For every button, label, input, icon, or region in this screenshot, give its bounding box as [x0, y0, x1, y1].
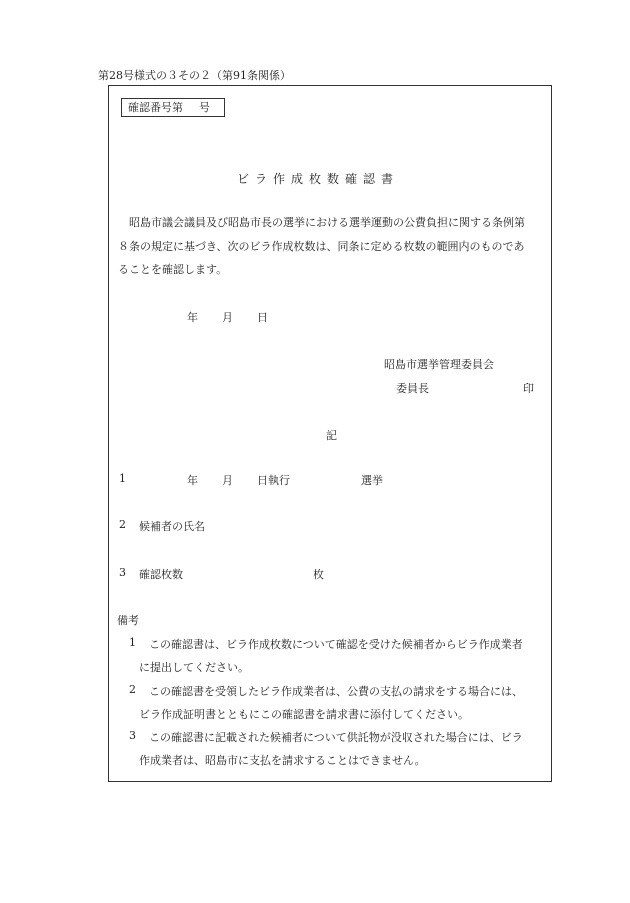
intro-line: 昭島市議会議員及び昭島市長の選挙における選挙運動の公費負担に関する条例第 [118, 216, 525, 229]
item1-election: 選挙 [361, 474, 383, 487]
intro-line: ８条の規定に基づき、次のビラ作成枚数は、同条に定める枚数の範囲内のものであ [118, 239, 525, 253]
remark-number: 1 [129, 636, 136, 649]
confirmation-number-suffix: 号 [199, 101, 210, 114]
seal-mark: 印 [523, 382, 534, 395]
remark-line: 作成業者は、昭島市に支払を請求することはできません。 [139, 754, 426, 767]
remark-line: に提出してください。 [139, 661, 249, 674]
item1-number: 1 [119, 472, 126, 485]
confirmation-number-box [121, 98, 225, 117]
date-day: 日 [257, 311, 268, 324]
remark-line: この確認書を受領したビラ作成業者は、公費の支払の請求をする場合には、 [149, 685, 523, 698]
item3-label: 確認枚数 [139, 568, 183, 581]
item1-month: 月 [222, 474, 233, 487]
issuer-committee: 昭島市選挙管理委員会 [384, 358, 494, 371]
remark-number: 2 [129, 683, 136, 696]
form-reference: 第28号様式の３その２（第91条関係） [98, 69, 291, 82]
item2-number: 2 [119, 518, 126, 531]
date-year: 年 [187, 311, 198, 324]
remark-line: ビラ作成証明書とともにこの確認書を請求書に添付してください。 [139, 708, 469, 721]
intro-line: ることを確認します。 [118, 263, 228, 276]
remarks-heading: 備考 [117, 614, 139, 627]
ki-heading: 記 [326, 429, 337, 442]
date-month: 月 [222, 311, 233, 324]
confirmation-number-label: 確認番号第 [128, 101, 183, 114]
item1-day-exec: 日執行 [257, 474, 290, 487]
remark-line: この確認書に記載された候補者について供託物が没収された場合には、ビラ [149, 731, 523, 744]
item3-unit: 枚 [313, 568, 324, 581]
remark-number: 3 [129, 729, 136, 742]
remark-line: この確認書は、ビラ作成枚数について確認を受けた候補者からビラ作成業者 [149, 638, 523, 651]
item1-year: 年 [187, 474, 198, 487]
issuer-chair: 委員長 [396, 382, 429, 395]
intro-paragraph [118, 211, 548, 282]
item3-number: 3 [119, 566, 126, 579]
item2-label: 候補者の氏名 [139, 520, 205, 533]
document-title: ビラ作成枚数確認書 [236, 172, 399, 186]
